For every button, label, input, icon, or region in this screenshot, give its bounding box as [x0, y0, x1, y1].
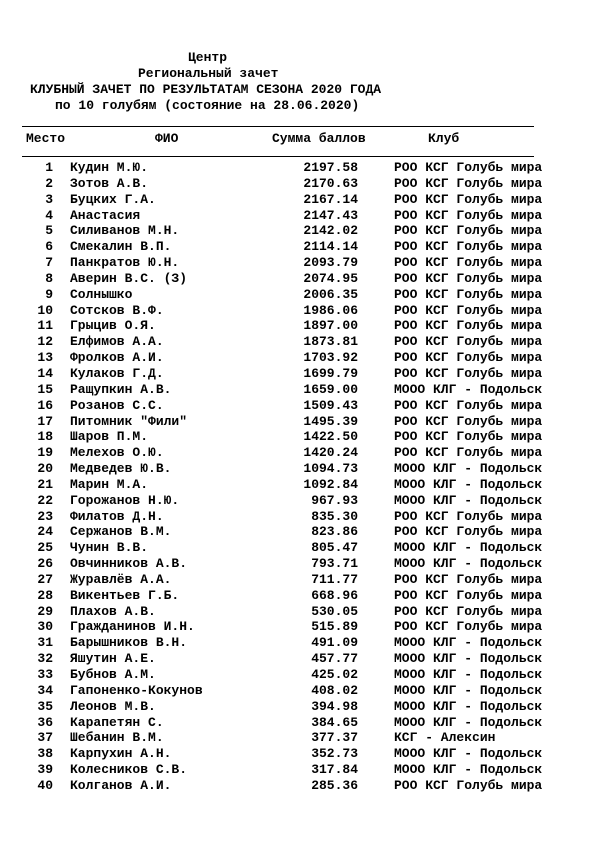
row-name: Гражданинов И.Н.: [70, 619, 195, 635]
table-row: [0, 509, 600, 525]
row-score: 668.96: [311, 587, 358, 603]
row-place: 36: [37, 714, 53, 730]
table-row: [0, 588, 600, 604]
table-row: [0, 635, 600, 651]
row-place: 20: [37, 461, 53, 477]
row-score: 1422.50: [303, 429, 358, 445]
table-row: [0, 271, 600, 287]
row-club: МООО КЛГ - Подольск: [394, 461, 543, 477]
row-place: 22: [37, 492, 53, 508]
table-row: [0, 334, 600, 350]
row-club: МООО КЛГ - Подольск: [394, 746, 543, 762]
row-place: 30: [37, 619, 53, 635]
row-club: МООО КЛГ - Подольск: [394, 714, 543, 730]
table-row: [0, 366, 600, 382]
row-place: 1: [45, 160, 53, 175]
row-name: Чунин В.В.: [70, 540, 149, 556]
row-club: РОО КСГ Голубь мира: [394, 571, 543, 587]
top-divider: [22, 126, 534, 127]
row-score: 425.02: [311, 667, 358, 682]
row-name: Яшутин А.Е.: [70, 651, 156, 667]
table-row: [0, 651, 600, 667]
row-score: 1699.79: [303, 365, 358, 381]
row-score: 1495.39: [303, 413, 358, 429]
row-club: РОО КСГ Голубь мира: [394, 334, 543, 350]
row-name: Карапетян С.: [70, 714, 164, 730]
row-place: 7: [45, 255, 53, 271]
row-club: МООО КЛГ - Подольск: [394, 667, 543, 682]
row-name: Горожанов Н.Ю.: [70, 492, 180, 508]
row-club: РОО КСГ Голубь мира: [394, 239, 543, 255]
row-score: 377.37: [311, 730, 358, 746]
table-row: [0, 524, 600, 540]
row-score: 2093.79: [303, 255, 358, 271]
row-club: МООО КЛГ - Подольск: [394, 381, 543, 397]
row-name: Овчинников А.В.: [70, 556, 188, 572]
row-place: 18: [37, 429, 53, 445]
table-row: [0, 208, 600, 224]
row-score: 967.93: [311, 492, 358, 508]
row-place: 28: [37, 587, 53, 603]
row-club: РОО КСГ Голубь мира: [394, 397, 543, 413]
row-place: 14: [37, 365, 53, 381]
row-score: 515.89: [311, 619, 358, 635]
row-score: 1420.24: [303, 445, 358, 461]
row-place: 33: [37, 667, 53, 682]
table-row: [0, 556, 600, 572]
row-name: Мелехов О.Ю.: [70, 445, 164, 461]
results-table: [0, 160, 600, 794]
table-row: [0, 604, 600, 620]
row-place: 10: [37, 302, 53, 318]
row-score: 1659.00: [303, 381, 358, 397]
row-club: РОО КСГ Голубь мира: [394, 619, 543, 635]
table-row: [0, 540, 600, 556]
row-club: РОО КСГ Голубь мира: [394, 587, 543, 603]
row-club: МООО КЛГ - Подольск: [394, 492, 543, 508]
row-club: РОО КСГ Голубь мира: [394, 603, 543, 619]
table-row: [0, 699, 600, 715]
table-row: [0, 287, 600, 303]
row-score: 408.02: [311, 682, 358, 698]
row-place: 13: [37, 350, 53, 366]
header-regional: Региональный зачет: [138, 66, 279, 81]
table-row: [0, 303, 600, 319]
row-score: 1094.73: [303, 461, 358, 477]
table-row: [0, 223, 600, 239]
header-center: Центр: [188, 50, 228, 65]
table-row: [0, 715, 600, 731]
row-place: 26: [37, 556, 53, 572]
header-divider: [22, 156, 534, 157]
row-name: Аверин В.С. (З): [70, 270, 188, 286]
table-row: [0, 318, 600, 334]
row-score: 1873.81: [303, 334, 358, 350]
row-club: МООО КЛГ - Подольск: [394, 476, 543, 492]
row-place: 31: [37, 635, 53, 651]
row-place: 21: [37, 476, 53, 492]
row-place: 29: [37, 603, 53, 619]
row-place: 8: [45, 270, 53, 286]
row-name: Плахов А.В.: [70, 603, 156, 619]
row-score: 530.05: [311, 603, 358, 619]
row-score: 491.09: [311, 635, 358, 651]
row-score: 2114.14: [303, 239, 358, 255]
row-score: 2197.58: [303, 160, 358, 175]
table-row: [0, 176, 600, 192]
row-score: 1509.43: [303, 397, 358, 413]
row-name: Сержанов В.М.: [70, 524, 172, 540]
row-score: 285.36: [311, 777, 358, 793]
row-score: 711.77: [311, 571, 358, 587]
row-place: 19: [37, 445, 53, 461]
table-row: [0, 762, 600, 778]
table-row: [0, 683, 600, 699]
table-row: [0, 350, 600, 366]
row-score: 2170.63: [303, 175, 358, 191]
row-name: Карпухин А.Н.: [70, 746, 172, 762]
row-name: Медведев Ю.В.: [70, 461, 172, 477]
row-score: 2147.43: [303, 207, 358, 223]
row-name: Зотов А.В.: [70, 175, 149, 191]
row-score: 457.77: [311, 651, 358, 667]
row-score: 835.30: [311, 508, 358, 524]
table-row: [0, 414, 600, 430]
row-club: РОО КСГ Голубь мира: [394, 223, 543, 239]
row-name: Грыцив О.Я.: [70, 318, 156, 334]
row-score: 352.73: [311, 746, 358, 762]
row-club: РОО КСГ Голубь мира: [394, 302, 543, 318]
row-score: 394.98: [311, 698, 358, 714]
row-place: 11: [37, 318, 53, 334]
row-name: Смекалин В.П.: [70, 239, 172, 255]
row-place: 39: [37, 762, 53, 778]
column-header-place: Место: [26, 131, 66, 146]
row-club: МООО КЛГ - Подольск: [394, 556, 543, 572]
table-row: [0, 746, 600, 762]
row-club: РОО КСГ Голубь мира: [394, 350, 543, 366]
table-row: [0, 429, 600, 445]
table-row: [0, 192, 600, 208]
row-place: 3: [45, 191, 53, 207]
table-row: [0, 619, 600, 635]
row-score: 1092.84: [303, 476, 358, 492]
row-name: Колганов А.И.: [70, 777, 172, 793]
row-score: 1986.06: [303, 302, 358, 318]
page-title: КЛУБНЫЙ ЗАЧЕТ ПО РЕЗУЛЬТАТАМ СЕЗОНА 2020 ГОДА: [30, 82, 382, 97]
table-row: [0, 382, 600, 398]
row-place: 4: [45, 207, 53, 223]
column-header-name: ФИО: [155, 131, 179, 146]
row-score: 823.86: [311, 524, 358, 540]
page-subtitle: по 10 голубям (состояние на 28.06.2020): [55, 98, 360, 113]
row-name: Солнышко: [70, 286, 133, 302]
row-club: РОО КСГ Голубь мира: [394, 508, 543, 524]
row-place: 5: [45, 223, 53, 239]
row-club: РОО КСГ Голубь мира: [394, 286, 543, 302]
row-club: МООО КЛГ - Подольск: [394, 635, 543, 651]
table-row: [0, 445, 600, 461]
row-place: 6: [45, 239, 53, 255]
row-club: РОО КСГ Голубь мира: [394, 270, 543, 286]
row-name: Леонов М.В.: [70, 698, 156, 714]
row-club: РОО КСГ Голубь мира: [394, 207, 543, 223]
row-club: МООО КЛГ - Подольск: [394, 762, 543, 778]
column-header-score: Сумма баллов: [272, 131, 366, 146]
row-score: 1703.92: [303, 350, 358, 366]
row-place: 37: [37, 730, 53, 746]
row-place: 24: [37, 524, 53, 540]
row-name: Кудин М.Ю.: [70, 160, 149, 175]
row-name: Кулаков Г.Д.: [70, 365, 164, 381]
row-place: 9: [45, 286, 53, 302]
table-row: [0, 667, 600, 683]
row-club: МООО КЛГ - Подольск: [394, 651, 543, 667]
row-club: МООО КЛГ - Подольск: [394, 698, 543, 714]
row-place: 12: [37, 334, 53, 350]
row-name: Журавлёв А.А.: [70, 571, 172, 587]
row-name: Буцких Г.А.: [70, 191, 156, 207]
row-name: Сотсков В.Ф.: [70, 302, 164, 318]
row-score: 1897.00: [303, 318, 358, 334]
row-name: Филатов Д.Н.: [70, 508, 164, 524]
row-name: Питомник "Фили": [70, 413, 188, 429]
table-row: [0, 461, 600, 477]
row-club: РОО КСГ Голубь мира: [394, 160, 543, 175]
row-place: 15: [37, 381, 53, 397]
row-score: 2074.95: [303, 270, 358, 286]
row-place: 35: [37, 698, 53, 714]
row-name: Барышников В.Н.: [70, 635, 188, 651]
row-place: 17: [37, 413, 53, 429]
table-row: [0, 778, 600, 794]
row-club: РОО КСГ Голубь мира: [394, 413, 543, 429]
column-header-club: Клуб: [428, 131, 460, 146]
row-name: Гапоненко-Кокунов: [70, 682, 203, 698]
row-score: 384.65: [311, 714, 358, 730]
row-name: Розанов С.С.: [70, 397, 164, 413]
row-club: РОО КСГ Голубь мира: [394, 318, 543, 334]
row-score: 793.71: [311, 556, 358, 572]
table-row: [0, 239, 600, 255]
table-row: [0, 398, 600, 414]
table-row: [0, 477, 600, 493]
row-club: РОО КСГ Голубь мира: [394, 175, 543, 191]
row-name: Бубнов А.М.: [70, 667, 156, 682]
table-row: [0, 730, 600, 746]
row-name: Фролков А.И.: [70, 350, 164, 366]
row-place: 34: [37, 682, 53, 698]
row-name: Силиванов М.Н.: [70, 223, 180, 239]
row-club: КСГ - Алексин: [394, 730, 496, 746]
row-name: Шаров П.М.: [70, 429, 149, 445]
row-place: 2: [45, 175, 53, 191]
row-name: Панкратов Ю.Н.: [70, 255, 180, 271]
row-place: 38: [37, 746, 53, 762]
row-place: 16: [37, 397, 53, 413]
row-place: 40: [37, 777, 53, 793]
row-club: РОО КСГ Голубь мира: [394, 365, 543, 381]
row-score: 805.47: [311, 540, 358, 556]
row-name: Анастасия: [70, 207, 141, 223]
row-club: РОО КСГ Голубь мира: [394, 445, 543, 461]
row-name: Викентьев Г.Б.: [70, 587, 180, 603]
row-score: 2142.02: [303, 223, 358, 239]
row-score: 317.84: [311, 762, 358, 778]
row-score: 2006.35: [303, 286, 358, 302]
row-score: 2167.14: [303, 191, 358, 207]
row-name: Шебанин В.М.: [70, 730, 164, 746]
row-name: Ращупкин А.В.: [70, 381, 172, 397]
row-name: Колесников С.В.: [70, 762, 188, 778]
row-club: РОО КСГ Голубь мира: [394, 429, 543, 445]
table-row: [0, 160, 600, 176]
row-club: МООО КЛГ - Подольск: [394, 682, 543, 698]
row-name: Марин М.А.: [70, 476, 149, 492]
row-place: 32: [37, 651, 53, 667]
row-club: РОО КСГ Голубь мира: [394, 524, 543, 540]
row-place: 23: [37, 508, 53, 524]
table-row: [0, 255, 600, 271]
table-row: [0, 572, 600, 588]
row-place: 27: [37, 571, 53, 587]
row-place: 25: [37, 540, 53, 556]
row-name: Елфимов А.А.: [70, 334, 164, 350]
table-row: [0, 493, 600, 509]
row-club: РОО КСГ Голубь мира: [394, 777, 543, 793]
row-club: РОО КСГ Голубь мира: [394, 191, 543, 207]
row-club: МООО КЛГ - Подольск: [394, 540, 543, 556]
row-club: РОО КСГ Голубь мира: [394, 255, 543, 271]
